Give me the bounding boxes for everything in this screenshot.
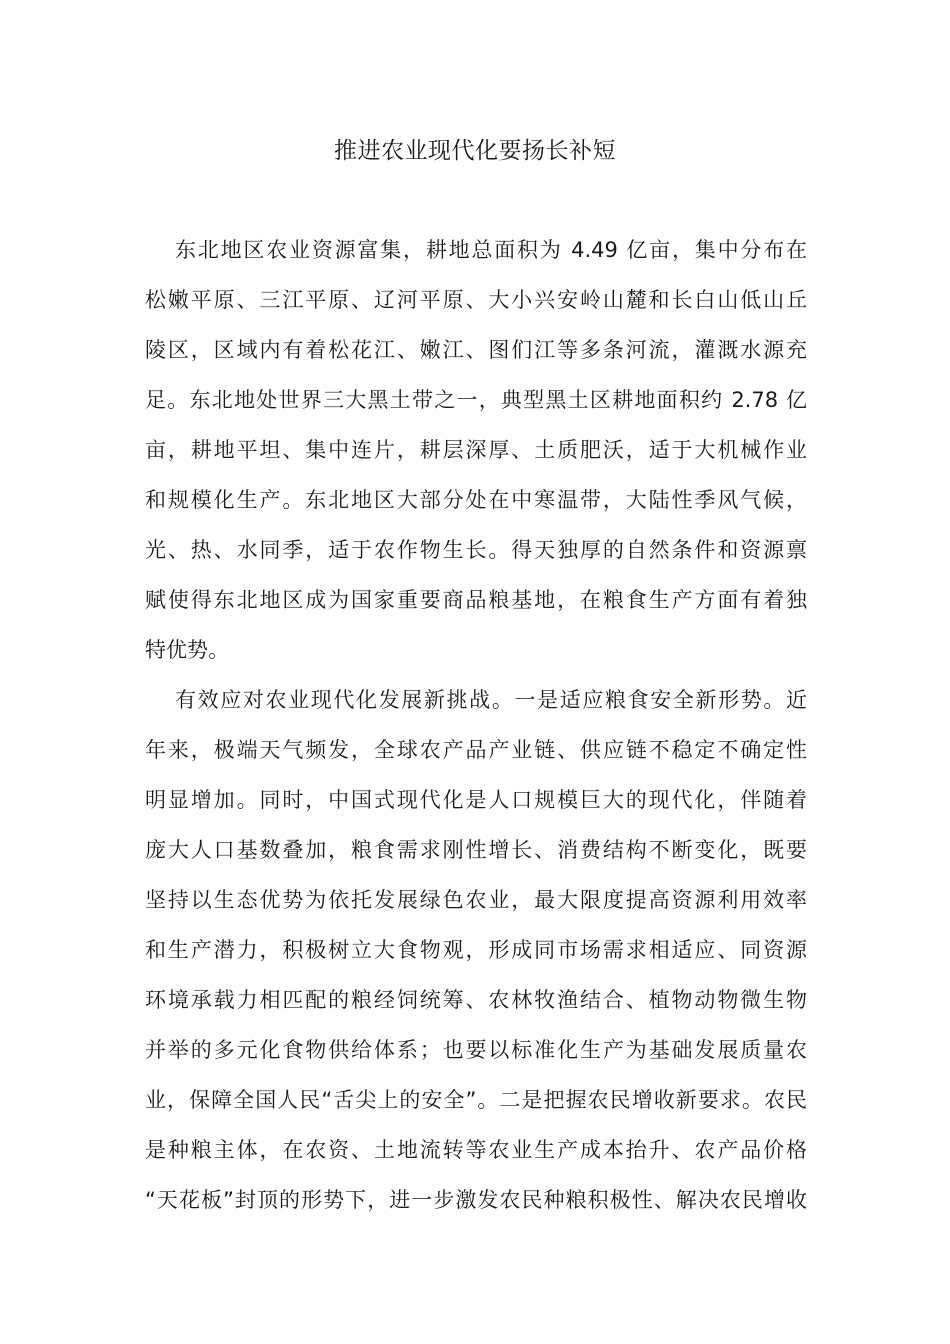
- paragraph-line: 坚持以生态优势为依托发展绿色农业，最大限度提高资源利用效率: [145, 888, 807, 912]
- paragraph-line: 庞大人口基数叠加，粮食需求刚性增长、消费结构不断变化，既要: [145, 838, 807, 862]
- paragraph-1: [145, 225, 807, 675]
- paragraph-line: 亩，耕地平坦、集中连片，耕层深厚、土质肥沃，适于大机械作业: [145, 438, 807, 462]
- paragraph-line: 赋使得东北地区成为国家重要商品粮基地，在粮食生产方面有着独: [145, 588, 807, 612]
- paragraph-2: [145, 675, 807, 1225]
- document-title: 推进农业现代化要扬长补短: [334, 138, 616, 164]
- paragraph-line: 和规模化生产。东北地区大部分处在中寒温带，大陆性季风气候，: [145, 488, 807, 512]
- paragraph-line: 业，保障全国人民“舌尖上的安全”。二是把握农民增收新要求。农民: [145, 1088, 807, 1112]
- paragraph-line: “天花板”封顶的形势下，进一步激发农民种粮积极性、解决农民增收: [145, 1188, 807, 1212]
- paragraph-line: 东北地区农业资源富集，耕地总面积为 4.49 亿亩，集中分布在: [175, 238, 807, 262]
- paragraph-line: 并举的多元化食物供给体系；也要以标准化生产为基础发展质量农: [145, 1038, 807, 1062]
- paragraph-line: 陵区，区域内有着松花江、嫩江、图们江等多条河流，灌溉水源充: [145, 338, 807, 362]
- paragraph-line: 环境承载力相匹配的粮经饲统筹、农林牧渔结合、植物动物微生物: [145, 988, 807, 1012]
- paragraph-line: 特优势。: [145, 638, 229, 662]
- paragraph-line: 明显增加。同时，中国式现代化是人口规模巨大的现代化，伴随着: [145, 788, 807, 812]
- paragraph-line: 光、热、水同季，适于农作物生长。得天独厚的自然条件和资源禀: [145, 538, 807, 562]
- paragraph-line: 松嫩平原、三江平原、辽河平原、大小兴安岭山麓和长白山低山丘: [145, 288, 807, 312]
- paragraph-line: 年来，极端天气频发，全球农产品产业链、供应链不稳定不确定性: [145, 738, 807, 762]
- paragraph-line: 是种粮主体，在农资、土地流转等农业生产成本抬升、农产品价格: [145, 1138, 807, 1162]
- document-body: [145, 225, 807, 1225]
- paragraph-line: 有效应对农业现代化发展新挑战。一是适应粮食安全新形势。近: [175, 688, 807, 712]
- paragraph-line: 足。东北地处世界三大黑土带之一，典型黑土区耕地面积约 2.78 亿: [145, 388, 807, 412]
- paragraph-line: 和生产潜力，积极树立大食物观，形成同市场需求相适应、同资源: [145, 938, 807, 962]
